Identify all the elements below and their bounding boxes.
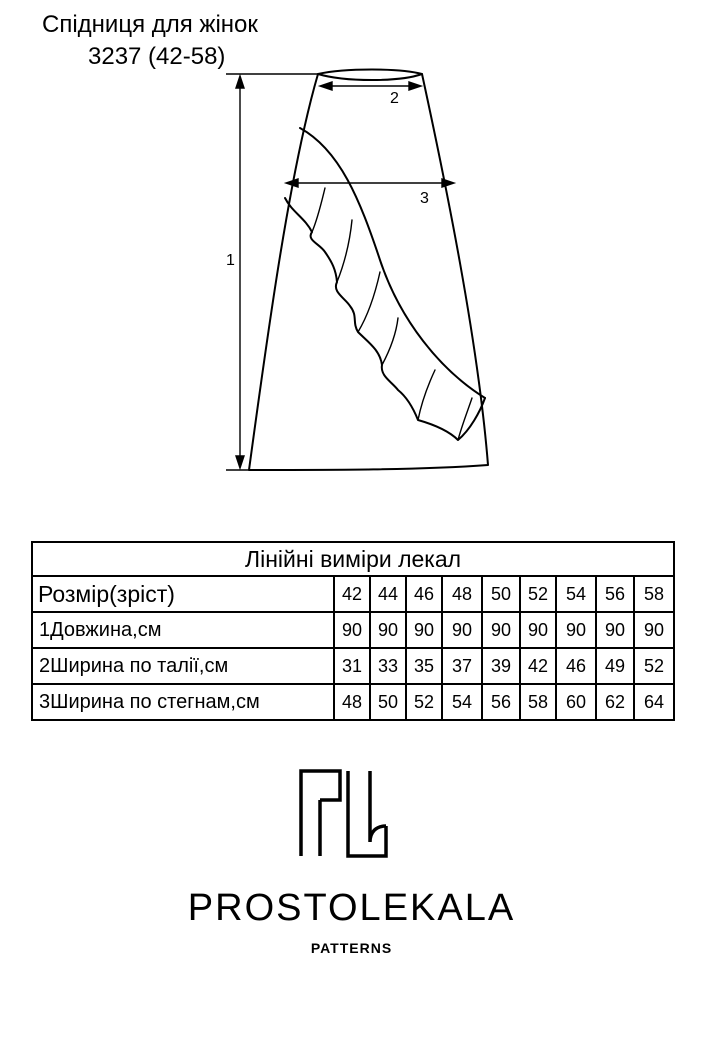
table-caption: Лінійні виміри лекал [32,542,674,576]
value-cell: 90 [370,612,406,648]
value-cell: 50 [370,684,406,720]
model-number: 3237 (42-58) [88,43,226,70]
ruffle-fold [418,370,435,420]
value-cell: 54 [442,684,482,720]
skirt-sketch [0,0,703,500]
value-cell: 60 [556,684,596,720]
value-cell: 90 [556,612,596,648]
value-cell: 90 [520,612,556,648]
value-cell: 42 [520,648,556,684]
table-row [32,612,674,648]
document-title: Спідниця для жінок [42,11,258,38]
value-cell: 39 [482,648,520,684]
dimension-label-1: 1 [226,252,235,269]
value-cell: 37 [442,648,482,684]
table-row [32,648,674,684]
row-label: 3Ширина по стегнам,см [32,684,334,720]
value-cell: 90 [596,612,634,648]
row-label: 1Довжина,см [32,612,334,648]
value-cell: 90 [482,612,520,648]
value-cell: 33 [370,648,406,684]
size-cell: 48 [442,576,482,612]
value-cell: 90 [334,612,370,648]
value-cell: 52 [406,684,442,720]
size-cell: 44 [370,576,406,612]
brand-name: PROSTOLEKALA [187,887,516,929]
ruffle-fold [337,220,352,282]
size-cell: 54 [556,576,596,612]
value-cell: 31 [334,648,370,684]
value-cell: 52 [634,648,674,684]
dimension-label-3: 3 [420,190,429,207]
table-row [32,684,674,720]
waistband-line [318,74,422,80]
size-cell: 42 [334,576,370,612]
measurements-table [31,541,675,721]
value-cell: 90 [406,612,442,648]
size-cell: 46 [406,576,442,612]
table-row [32,576,674,612]
size-cell: 52 [520,576,556,612]
value-cell: 58 [520,684,556,720]
prostolekala-logo-icon [298,768,390,860]
size-cell: 56 [596,576,634,612]
value-cell: 56 [482,684,520,720]
value-cell: 62 [596,684,634,720]
ruffle-fold [358,272,380,332]
size-cell: 50 [482,576,520,612]
brand-tagline: PATTERNS [310,940,393,956]
size-header: Розмір(зріст) [32,576,334,612]
ruffle-fold [312,188,325,232]
dimension-label-2: 2 [390,90,399,107]
row-label: 2Ширина по талії,см [32,648,334,684]
size-cell: 58 [634,576,674,612]
ruffle-fold [382,318,398,365]
value-cell: 35 [406,648,442,684]
value-cell: 49 [596,648,634,684]
value-cell: 90 [442,612,482,648]
skirt-outline [249,70,488,471]
value-cell: 46 [556,648,596,684]
value-cell: 48 [334,684,370,720]
value-cell: 64 [634,684,674,720]
ruffle-seam [300,128,485,398]
value-cell: 90 [634,612,674,648]
